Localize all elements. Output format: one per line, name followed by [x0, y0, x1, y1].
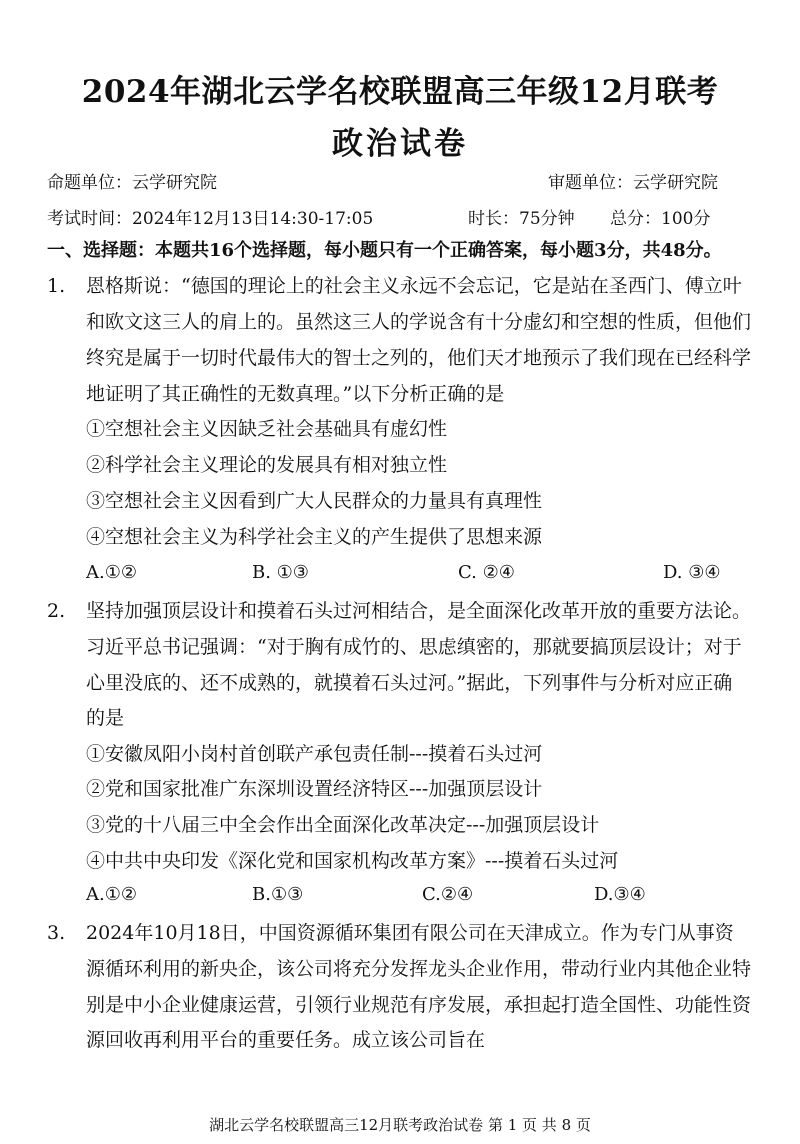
exam-duration: 时长：75分钟	[468, 209, 575, 229]
question-text-line: 别是中小企业健康运营，引领行业规范有序发展，承担起打造全国性、功能性资	[86, 994, 752, 1016]
question-text-line: 2024年10月18日，中国资源循环集团有限公司在天津成立。作为专门从事资	[86, 922, 734, 944]
statement-item: ①安徽凤阳小岗村首创联产承包责任制---摸着石头过河	[86, 743, 543, 765]
question-number: 2.	[47, 600, 66, 622]
exam-total-score: 总分：100分	[610, 209, 711, 229]
question-text-line: 心里没底的、还不成熟的，就摸着石头过河。”据此，下列事件与分析对应正确	[86, 672, 733, 694]
answer-option-d: D.③④	[594, 884, 646, 905]
page-footer: 湖北云学名校联盟高三12月联考政治试卷 第 1 页 共 8 页	[209, 1116, 591, 1134]
answer-option-a: A.①②	[86, 562, 137, 583]
answer-option-a: A.①②	[86, 884, 137, 905]
statement-item: ③空想社会主义因看到广大人民群众的力量具有真理性	[86, 490, 543, 512]
statement-item: ②科学社会主义理论的发展具有相对独立性	[86, 454, 448, 476]
statement-item: ③党的十八届三中全会作出全面深化改革决定---加强顶层设计	[86, 814, 600, 836]
reviewer-label: 审题单位：云学研究院	[548, 173, 718, 193]
question-text-line: 地证明了其正确性的无数真理。”以下分析正确的是	[86, 383, 505, 405]
question-text-line: 恩格斯说：“德国的理论上的社会主义永远不会忘记，它是站在圣西门、傅立叶	[86, 275, 742, 297]
answer-option-c: C. ②④	[458, 562, 515, 583]
question-text-line: 源循环利用的新央企，该公司将充分发挥龙头企业作用，带动行业内其他企业特	[86, 958, 752, 980]
question-number: 3.	[47, 922, 66, 944]
answer-option-d: D. ③④	[663, 562, 721, 583]
statement-item: ②党和国家批准广东深圳设置经济特区---加强顶层设计	[86, 778, 543, 800]
question-text-line: 和欧文这三人的肩上的。虽然这三人的学说含有十分虚幻和空想的性质，但他们	[86, 311, 752, 333]
question-text-line: 源回收再利用平台的重要任务。成立该公司旨在	[86, 1029, 486, 1051]
answer-option-b: B. ①③	[252, 562, 309, 583]
answer-option-b: B.①③	[252, 884, 304, 905]
exam-time: 考试时间：2024年12月13日14:30-17:05	[47, 209, 374, 229]
setter-label: 命题单位：云学研究院	[47, 173, 217, 193]
statement-item: ④中共中央印发《深化党和国家机构改革方案》---摸着石头过河	[86, 850, 619, 872]
statement-item: ①空想社会主义因缺乏社会基础具有虚幻性	[86, 418, 448, 440]
exam-title: 2024年湖北云学名校联盟高三年级12月联考	[81, 74, 719, 110]
question-text-line: 终究是属于一切时代最伟大的智士之列的，他们天才地预示了我们现在已经科学	[86, 347, 752, 369]
exam-subtitle: 政治试卷	[332, 126, 468, 162]
question-text-line: 习近平总书记强调：“对于胸有成竹的、思虑缜密的，那就要搞顶层设计；对于	[86, 636, 742, 658]
question-number: 1.	[47, 275, 66, 297]
question-text-line: 坚持加强顶层设计和摸着石头过河相结合，是全面深化改革开放的重要方法论。	[86, 600, 752, 622]
answer-option-c: C.②④	[422, 884, 474, 905]
section-heading: 一、选择题：本题共16个选择题，每小题只有一个正确答案，每小题3分，共48分。	[47, 240, 722, 261]
question-text-line: 的是	[86, 707, 125, 729]
statement-item: ④空想社会主义为科学社会主义的产生提供了思想来源	[86, 526, 543, 548]
